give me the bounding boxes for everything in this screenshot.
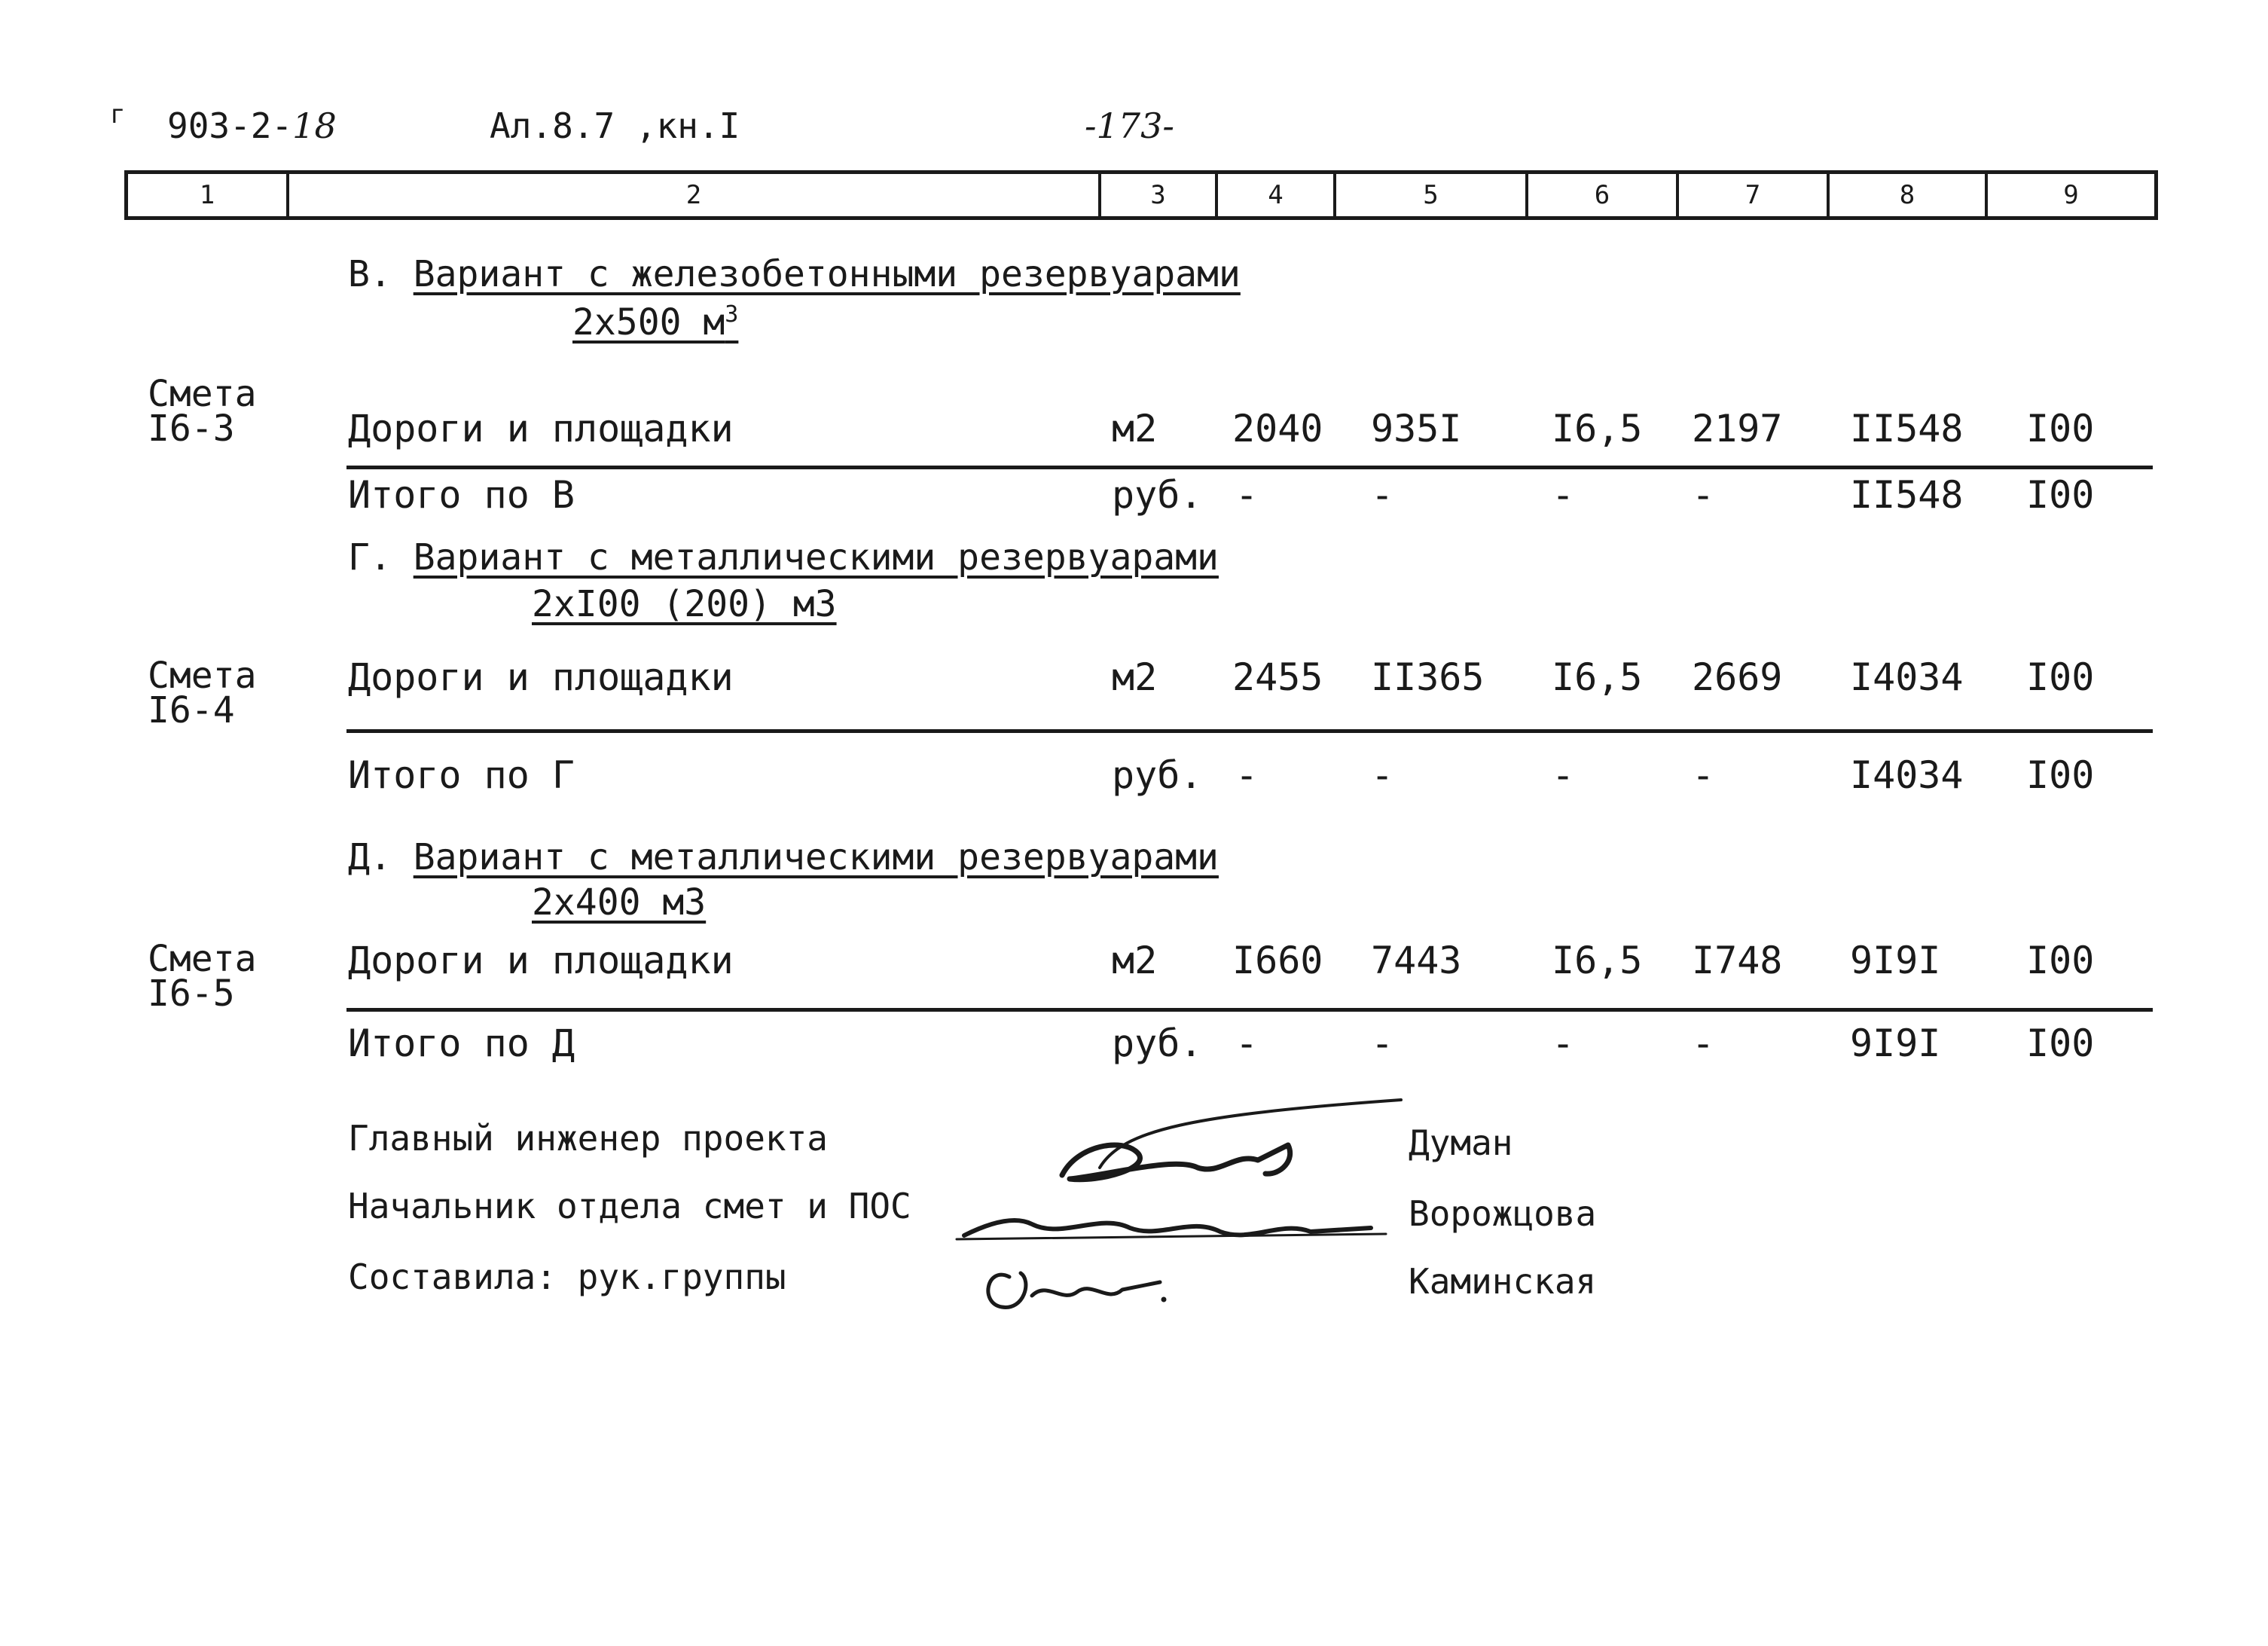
- page-number: -173-: [1085, 105, 1174, 146]
- signature-role: Составила: рук.группы: [348, 1257, 786, 1297]
- col-num-5: 5: [1333, 174, 1525, 216]
- section-subtitle: 2хI00 (200) м3: [532, 583, 837, 625]
- col-num-2: 2: [286, 174, 1098, 216]
- row-divider: [346, 1008, 2153, 1012]
- col-num-4: 4: [1215, 174, 1333, 216]
- signature-scribble-2: [964, 1220, 1371, 1235]
- corner-mark: г: [110, 99, 126, 130]
- section-subtitle: 2х500 $м^3$: [572, 301, 739, 344]
- signature-name: Каминская: [1409, 1261, 1597, 1302]
- section-heading: В. Вариант с железобетонными резервуарами: [348, 253, 1241, 295]
- col-num-1: 1: [199, 180, 215, 210]
- handwritten-signatures: [949, 1085, 1416, 1326]
- doc-number: 903-2-18: [167, 105, 337, 146]
- album-reference: Ал.8.7 ,кн.I: [490, 105, 740, 146]
- row-divider: [346, 466, 2153, 469]
- col-num-9: 9: [1985, 174, 2154, 216]
- section-subtitle: 2х400 м3: [532, 881, 707, 924]
- signature-scribble-1: [1062, 1145, 1290, 1180]
- section-heading: Д. Вариант с металлическими резервуарами: [348, 836, 1219, 878]
- signature-name: Ворожцова: [1409, 1193, 1597, 1234]
- signature-scribble-3: [988, 1273, 1160, 1307]
- col-num-6: 6: [1525, 174, 1676, 216]
- signature-role: Начальник отдела смет и ПОС: [348, 1186, 911, 1226]
- col-num-3: 3: [1098, 174, 1215, 216]
- smeta-reference: Смета I6-5: [148, 938, 257, 1015]
- column-number-bar: [124, 170, 2158, 220]
- section-heading: Г. Вариант с металлическими резервуарами: [348, 536, 1219, 579]
- signature-role: Главный инженер проекта: [348, 1118, 828, 1159]
- row-divider: [346, 729, 2153, 733]
- smeta-reference: Смета I6-4: [148, 655, 257, 731]
- col-num-7: 7: [1676, 174, 1827, 216]
- signature-name: Думан: [1409, 1122, 1513, 1163]
- smeta-reference: Смета I6-3: [148, 373, 257, 450]
- col-num-8: 8: [1827, 174, 1985, 216]
- doc-number-handwritten: 18: [292, 105, 337, 146]
